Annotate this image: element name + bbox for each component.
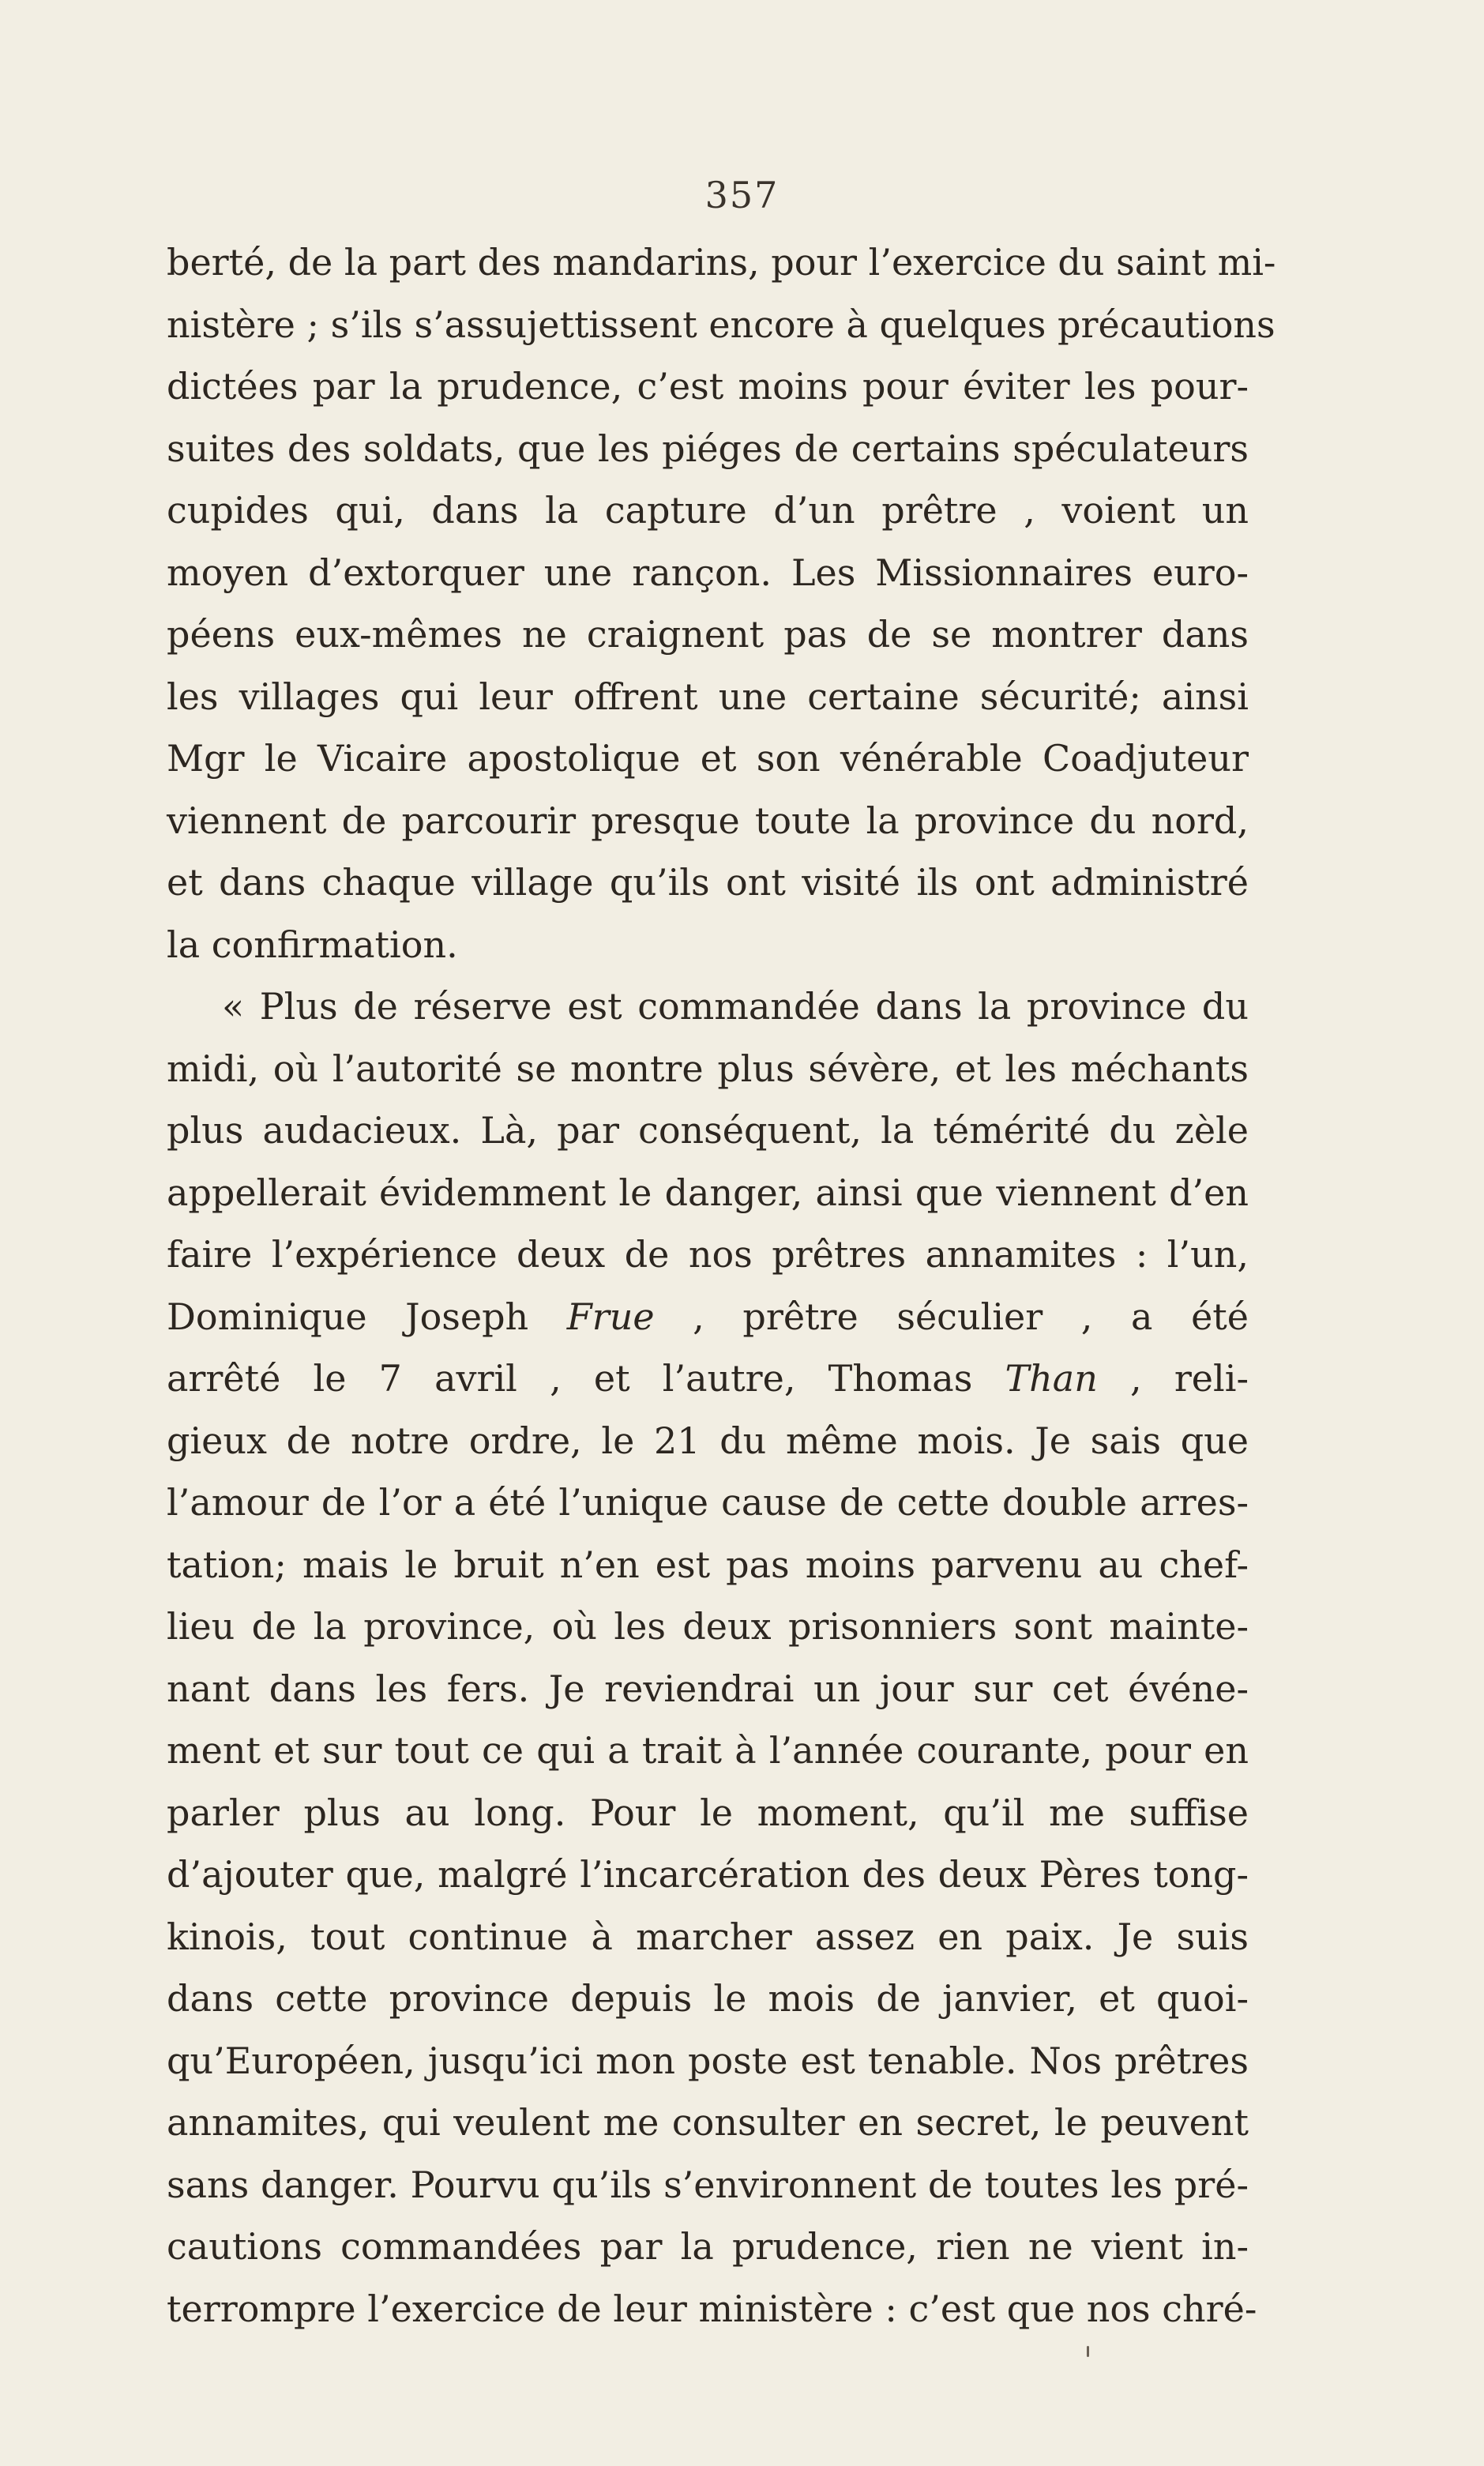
text-line: tation; mais le bruit n’en est pas moins parvenu au chef- xyxy=(167,1543,1249,1586)
line-text-before: arrêté le 7 avril , et l’autre, Thomas xyxy=(167,1357,1005,1400)
text-line: cupides qui, dans la capture d’un prêtre , voient un xyxy=(167,489,1249,532)
line-text-after: , prêtre séculier , a été xyxy=(654,1295,1249,1338)
italic-name-frue: Frue xyxy=(566,1295,655,1338)
text-line: gieux de notre ordre, le 21 du même mois. Je sais que xyxy=(167,1419,1249,1462)
text-line: parler plus au long. Pour le moment, qu’il me suffise xyxy=(167,1791,1249,1834)
paragraph-last-line: la confirmation. xyxy=(167,923,458,966)
ink-speck xyxy=(1087,2346,1089,2357)
text-line: nistère ; s’ils s’assujettissent encore à quelques précautions xyxy=(167,303,1275,346)
text-line: et dans chaque village qu’ils ont visité ils ont administré xyxy=(167,861,1249,904)
text-line: kinois, tout continue à marcher assez en paix. Je suis xyxy=(167,1915,1249,1958)
text-line: cautions commandées par la prudence, rien ne vient in- xyxy=(167,2225,1249,2268)
text-line: Mgr le Vicaire apostolique et son vénérable Coadjuteur xyxy=(167,737,1249,780)
paragraph-first-line: « Plus de réserve est commandée dans la province du xyxy=(222,985,1249,1028)
text-line-with-italic-name xyxy=(167,1348,1249,1410)
text-line-with-italic-name xyxy=(167,1286,1249,1348)
text-line: lieu de la province, où les deux prisonniers sont mainte- xyxy=(167,1605,1249,1648)
text-line: ment et sur tout ce qui a trait à l’année courante, pour en xyxy=(167,1729,1249,1772)
text-line: annamites, qui veulent me consulter en secret, le peuvent xyxy=(167,2101,1249,2144)
text-line: nant dans les fers. Je reviendrai un jour sur cet événe- xyxy=(167,1667,1249,1710)
text-line: l’amour de l’or a été l’unique cause de cette double arres- xyxy=(167,1481,1249,1524)
text-line: moyen d’extorquer une rançon. Les Missionnaires euro- xyxy=(167,551,1249,594)
text-line: appellerait évidemment le danger, ainsi que viennent d’en xyxy=(167,1171,1249,1214)
page-number: 357 xyxy=(704,174,780,216)
text-line: viennent de parcourir presque toute la province du nord, xyxy=(167,799,1249,842)
text-line: faire l’expérience deux de nos prêtres annamites : l’un, xyxy=(167,1233,1249,1276)
text-line: qu’Européen, jusqu’ici mon poste est tenable. Nos prêtres xyxy=(167,2039,1249,2082)
text-line: dictées par la prudence, c’est moins pour éviter les pour- xyxy=(167,365,1249,408)
text-line: terrompre l’exercice de leur ministère : c’est que nos chré- xyxy=(167,2287,1257,2330)
line-text-before: Dominique Joseph xyxy=(167,1295,567,1338)
text-line: suites des soldats, que les piéges de certains spéculateurs xyxy=(167,427,1249,470)
text-line: péens eux-mêmes ne craignent pas de se montrer dans xyxy=(167,613,1249,656)
italic-name-than: Than xyxy=(1005,1357,1098,1400)
text-line: berté, de la part des mandarins, pour l’exercice du saint mi- xyxy=(167,241,1276,284)
text-line: plus audacieux. Là, par conséquent, la témérité du zèle xyxy=(167,1109,1249,1152)
text-line: midi, où l’autorité se montre plus sévère, et les méchants xyxy=(167,1047,1249,1090)
text-line: dans cette province depuis le mois de janvier, et quoi- xyxy=(167,1977,1249,2020)
text-line: d’ajouter que, malgré l’incarcération des deux Pères tong- xyxy=(167,1853,1249,1896)
line-text-after: , reli- xyxy=(1097,1357,1249,1400)
text-line: sans danger. Pourvu qu’ils s’environnent de toutes les pré- xyxy=(167,2163,1249,2206)
text-line: les villages qui leur offrent une certaine sécurité; ainsi xyxy=(167,675,1249,718)
page-body-text xyxy=(167,231,1276,2340)
